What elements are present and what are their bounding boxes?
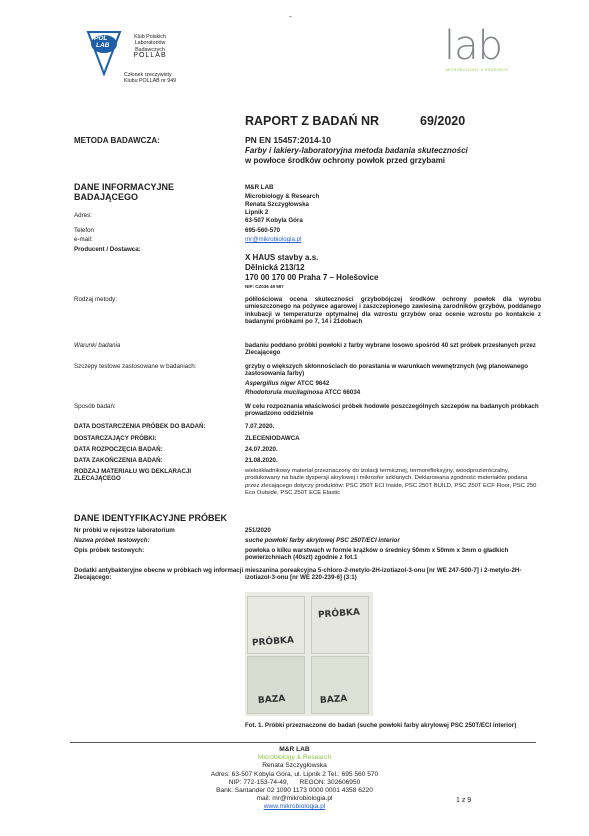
- header-dash: –: [289, 14, 292, 20]
- strains-label: Szczepy testowe zastosowane w badaniach:: [74, 363, 197, 370]
- method-desc-rest: w powłoce środków ochrony powłok przed grzybami: [245, 156, 446, 165]
- method-standard: PN EN 15457:2014-10: [245, 135, 332, 145]
- sample-cell-2: [311, 596, 369, 654]
- additives-label: Dodatki antybakteryjne obecne w próbkach wg informacji Zlecającego:: [74, 567, 244, 582]
- email-link[interactable]: mr@mikrobiologia.pl: [245, 236, 302, 243]
- way-value: W celu rozpoznania właściwości próbek hodowle poszczególnych szczepów na badanych próbkach prowadzono oddzielnie: [245, 403, 539, 418]
- conditions-label: Warunki badania: [74, 342, 121, 349]
- end-date-value: 21.08.2020.: [245, 457, 278, 464]
- footer-lab-name: M&R LAB: [279, 746, 310, 753]
- producer-city: 170 00 170 00 Praha 7 – Holešovice: [245, 273, 379, 282]
- lab-logo: [440, 24, 520, 80]
- method-label: METODA BADAWCZA:: [74, 136, 160, 145]
- member-line-2: Klubu POLLAB nr 949: [124, 78, 177, 85]
- producer-street: Dělnická 213/12: [245, 263, 305, 272]
- pollab-logo-pol: POL: [94, 35, 108, 42]
- address-line-1: Lipnik 2: [245, 209, 269, 216]
- pollab-logo: [86, 30, 122, 76]
- sample-cell-3-label: BAZA: [257, 694, 286, 706]
- producer-nip: NIP: CZ036 49 997: [245, 284, 284, 289]
- start-date-label: DATA ROZPOCZĘCIA BADAŃ:: [74, 446, 163, 453]
- club-line-3: Badawczych: [135, 46, 165, 53]
- footer-address: Adres: 63-507 Kobyla Góra, ul. Lipnik 2 Tel.: 695 560 570: [210, 770, 379, 778]
- material-value: wielośkładnikowy materiał przeznaczony do izolacji termicznej, termorefleksyjny, woodprozieróczalny, produkowany na bazie dyspersji akrylowej i mikrosfer szklanych. Deklarowana zgodność materiałów podana przez zlecającego dotyczy produktów: PSC 250T ECI Inside, PSC 250T BUILD, PSC 250T ECF Floor, PSC 250 Eco Outside, PSC 250T ECE Elastic: [245, 468, 537, 497]
- method-kind-label: Rodzaj metody:: [74, 296, 117, 303]
- delivery-date-value: 7.07.2020.: [245, 423, 275, 430]
- start-date-value: 24.07.2020.: [245, 446, 278, 453]
- end-date-label: DATA ZAKOŃCZENIA BADAŃ:: [74, 457, 163, 464]
- researcher-lab-sub: Microbiology & Research: [245, 193, 320, 200]
- additives-value: mieszanina poreakcyjna 5-chloro-2-metylo-2H-izotiazol-3-onu [nr WE 247-500-7] i 2-metylo-2H-izotiazol-3-onu [nr WE 220-239-6] (3:1): [245, 567, 522, 582]
- footer-mail: mail: mr@mikrobiologia.pl: [256, 795, 333, 803]
- way-label: Sposób badań:: [74, 403, 116, 410]
- material-label-line-2: ZLECAJĄCEGO: [74, 475, 121, 483]
- photo-caption: Fot. 1. Próbki przeznaczone do badań (suche powłoki farby akrylowej PSC 250T/ECI interior): [245, 722, 517, 729]
- samples-photo: [245, 592, 373, 716]
- pollab-member-text: [124, 72, 176, 85]
- sample-cell-2-label: PRÓBKA: [317, 607, 361, 621]
- pollab-logo-lab: LAB: [96, 42, 110, 49]
- footer-ids: [0, 779, 589, 787]
- lab-logo-text: lab: [444, 23, 503, 69]
- pollab-club-text: [124, 34, 176, 60]
- footer-regon: REGON: 302606950: [299, 778, 361, 786]
- footer-divider: [70, 742, 536, 743]
- sample-name-label: Nazwa próbek testowych:: [74, 537, 150, 544]
- strain-2-name: Rhodotorula mucilaginosa: [245, 389, 324, 396]
- producer-name: X HAUS stavby a.s.: [245, 253, 319, 262]
- producer-label: Producent / Dostawca:: [74, 246, 141, 253]
- sample-cell-4: [311, 656, 369, 714]
- sample-cell-3: [247, 656, 305, 714]
- researcher-lab-name: M&R LAB: [245, 184, 274, 191]
- strain-2-code: ATCC 66034: [324, 389, 361, 396]
- sample-name-value: suche powłoki farby akrylowej PSC 250T/ECI interior: [245, 537, 400, 544]
- footer-person: Renata Szczygłowska: [262, 762, 327, 770]
- deliverer-value: ZLECENIODAWCA: [245, 435, 300, 442]
- phone-value: 695-560-570: [245, 227, 281, 234]
- footer-lab-sub: Microbiology & Research: [257, 754, 332, 762]
- strains-value: grzyby o większych skłonnościach do porastania w warunkach wewnętrznych (wg planowanego zastosowania farby): [245, 363, 528, 378]
- footer-nip: NIP: 772-153-74-49,: [228, 778, 289, 786]
- club-line-1: Klub Polskich: [134, 34, 166, 40]
- researcher-section-line-1: DANE INFORMACYJNE: [74, 182, 175, 192]
- footer-bank: Bank: Santander 02 1090 1173 0000 0001 4358 6220: [216, 787, 373, 795]
- club-line-2: Laboratoriów: [134, 40, 166, 47]
- strain-1: [245, 380, 545, 387]
- sample-desc-label: Opis próbek testowych:: [74, 547, 145, 554]
- material-label-line-1: RODZAJ MATERIAŁU WG DEKLARACJI: [74, 468, 192, 475]
- deliverer-label: DOSTARCZAJĄCY PRÓBKI:: [74, 435, 157, 442]
- address-line-2: 63-507 Kobyla Góra: [245, 217, 303, 224]
- conditions-value: badaniu poddano próbki powłoki z farby wybrane losowo spośród 40 szt próbek przesłanych przez Zlecającego: [245, 342, 536, 357]
- phone-label: Telefon: [74, 227, 94, 234]
- sample-cell-1: [247, 596, 305, 654]
- address-label: Adres:: [74, 212, 92, 219]
- method-desc-italic: Farby i lakiery-laboratoryjna metoda badania skuteczności: [245, 146, 468, 155]
- sample-reg-label: Nr próbki w rejestrze laboratorium: [74, 527, 175, 534]
- researcher-person: Renata Szczygłowska: [245, 201, 309, 208]
- sample-desc-value: powłoka o kilku warstwach w formie krążków o średnicy 50mm x 50mm x 3mm o gładkich powierzchniach (40szt) zgodnie z fot.1: [245, 547, 509, 562]
- footer: [0, 746, 589, 812]
- researcher-section-line-2: BADAJĄCEGO: [74, 192, 139, 202]
- strain-2: [245, 389, 545, 396]
- material-label: [74, 468, 234, 483]
- strain-1-code: ATCC 9642: [297, 380, 330, 387]
- strain-1-name: Aspergillus niger: [245, 380, 296, 387]
- researcher-section-title: [74, 182, 174, 202]
- samples-section-title: DANE IDENTYFIKACYJNE PRÓBEK: [74, 513, 228, 523]
- lab-logo-sub: MICROBIOLOGY & RESEARCH: [446, 68, 509, 72]
- email-label: e-mail:: [74, 236, 93, 243]
- method-kind-value: półilościowa ocena skuteczności grzybobójczej środków ochrony powłok dla wyrobu umieszczonego na pożywce agarowej i zaszczepionego zawiesiną zarodników grzybów, poddanego inkubacji w temperaturze optymalnej dla wzrostu grzybów oraz ocenie wzrostu po kontakcie z badanymi próbkami po 7, 14 i 21dobach: [245, 296, 541, 326]
- report-title: RAPORT Z BADAŃ NR: [245, 114, 380, 128]
- sample-cell-4-label: BAZA: [319, 694, 348, 706]
- member-line-1: Członek rzeczywisty: [124, 72, 172, 78]
- page-number: 1 z 9: [456, 797, 472, 804]
- sample-reg-value: 251/2020: [245, 527, 271, 534]
- footer-www-link[interactable]: www.mikrobiologia.pl: [263, 803, 326, 811]
- delivery-date-label: DATA DOSTARCZENIA PRÓBEK DO BADAŃ:: [74, 423, 206, 430]
- sample-cell-1-label: PRÓBKA: [251, 635, 295, 649]
- club-name: POLLAB: [133, 52, 167, 60]
- report-number: 69/2020: [420, 114, 466, 128]
